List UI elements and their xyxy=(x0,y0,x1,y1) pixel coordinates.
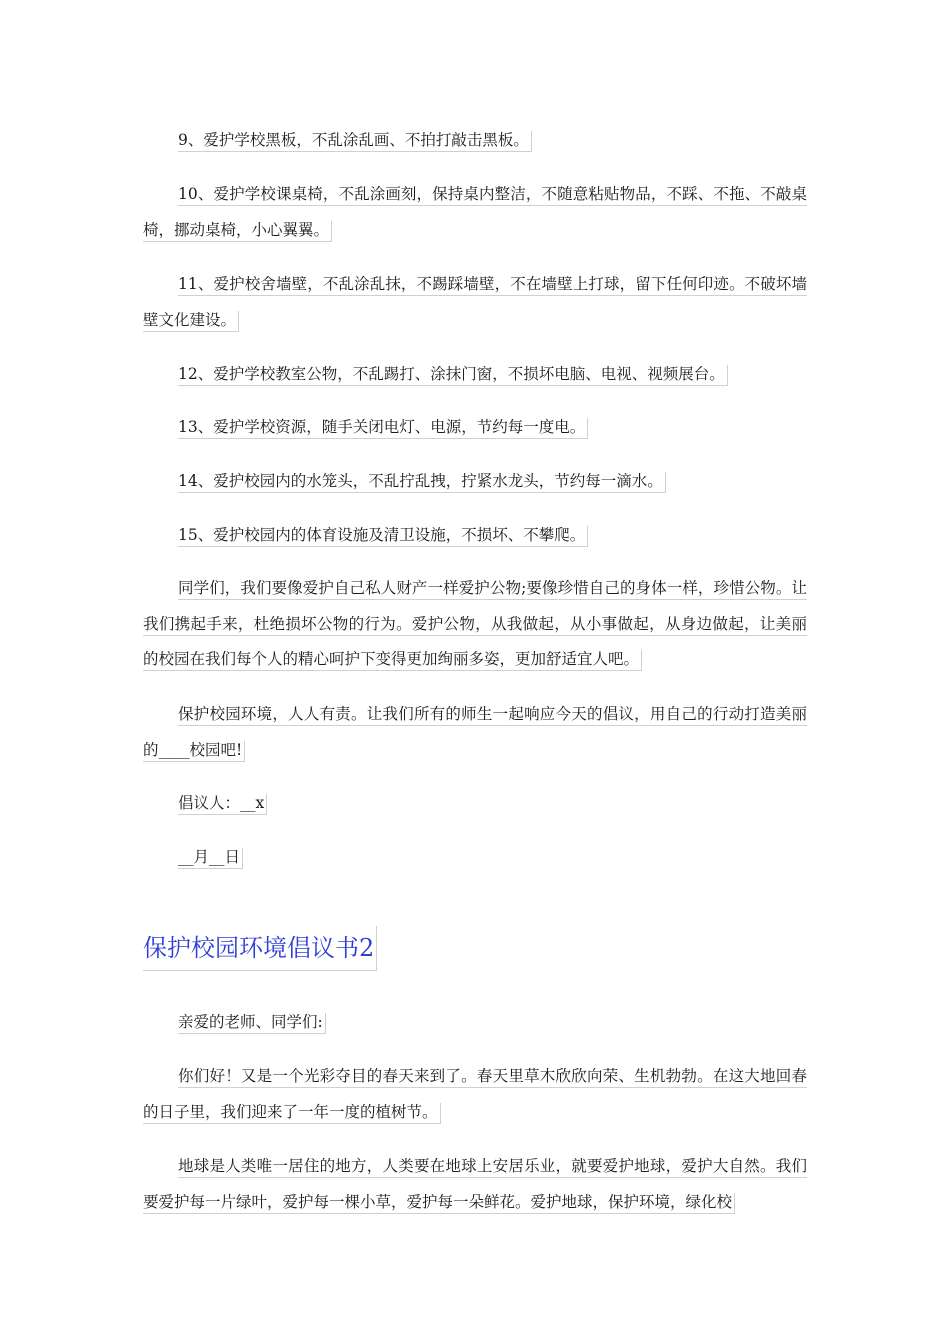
greeting-text: 亲爱的老师、同学们: xyxy=(178,1013,326,1034)
rule-item-13 xyxy=(143,410,807,446)
earth-paragraph-text: 地球是人类唯一居住的地方，人类要在地球上安居乐业，就要爱护地球，爱护大自然。我们要爱护每一片绿叶，爱护每一棵小草，爱护每一朵鲜花。爱护地球，保护环境，绿化校 xyxy=(143,1157,807,1214)
rule-item-15 xyxy=(143,518,807,554)
rule-item-13-text: 13、爱护学校资源，随手关闭电灯、电源，节约每一度电。 xyxy=(178,418,588,439)
proposer-line xyxy=(143,786,807,822)
date-text: __月__日 xyxy=(178,848,243,869)
rule-item-11-text: 11、爱护校舍墙壁，不乱涂乱抹，不踢踩墙壁，不在墙壁上打球，留下任何印迹。不破坏墙壁文化建设。 xyxy=(143,275,807,332)
rule-item-14 xyxy=(143,464,807,500)
section-heading: 保护校园环境倡议书2 xyxy=(143,926,377,971)
classmates-paragraph xyxy=(143,571,807,678)
hello-paragraph-text: 你们好！又是一个光彩夺目的春天来到了。春天里草木欣欣向荣、生机勃勃。在这大地回春的日子里，我们迎来了一年一度的植树节。 xyxy=(143,1067,807,1124)
rule-item-10 xyxy=(143,177,807,248)
date-line xyxy=(143,840,807,876)
rule-item-9 xyxy=(143,123,807,159)
protect-paragraph-text: 保护校园环境，人人有责。让我们所有的师生一起响应今天的倡议，用自己的行动打造美丽的____校园吧! xyxy=(143,705,807,762)
hello-paragraph xyxy=(143,1059,807,1130)
rule-item-12 xyxy=(143,357,807,393)
rule-item-15-text: 15、爱护校园内的体育设施及清卫设施，不损坏、不攀爬。 xyxy=(178,526,588,547)
protect-paragraph xyxy=(143,697,807,768)
rule-item-12-text: 12、爱护学校教室公物，不乱踢打、涂抹门窗，不损坏电脑、电视、视频展台。 xyxy=(178,365,728,386)
rule-item-10-text: 10、爱护学校课桌椅，不乱涂画刻，保持桌内整洁，不随意粘贴物品，不踩、不拖、不敲桌椅，挪动桌椅，小心翼翼。 xyxy=(143,185,807,242)
classmates-paragraph-text: 同学们，我们要像爱护自己私人财产一样爱护公物;要像珍惜自己的身体一样，珍惜公物。让我们携起手来，杜绝损坏公物的行为。爱护公物，从我做起，从小事做起，从身边做起，让美丽的校园在我们每个人的精心呵护下变得更加绚丽多姿，更加舒适宜人吧。 xyxy=(143,579,807,671)
greeting-line xyxy=(143,1005,807,1041)
proposer-text: 倡议人：__x xyxy=(178,794,267,815)
earth-paragraph xyxy=(143,1149,807,1220)
rule-item-14-text: 14、爱护校园内的水笼头，不乱拧乱拽，拧紧水龙头，节约每一滴水。 xyxy=(178,472,666,493)
rule-item-11 xyxy=(143,267,807,338)
rule-item-9-text: 9、爱护学校黑板，不乱涂乱画、不拍打敲击黑板。 xyxy=(178,131,532,152)
